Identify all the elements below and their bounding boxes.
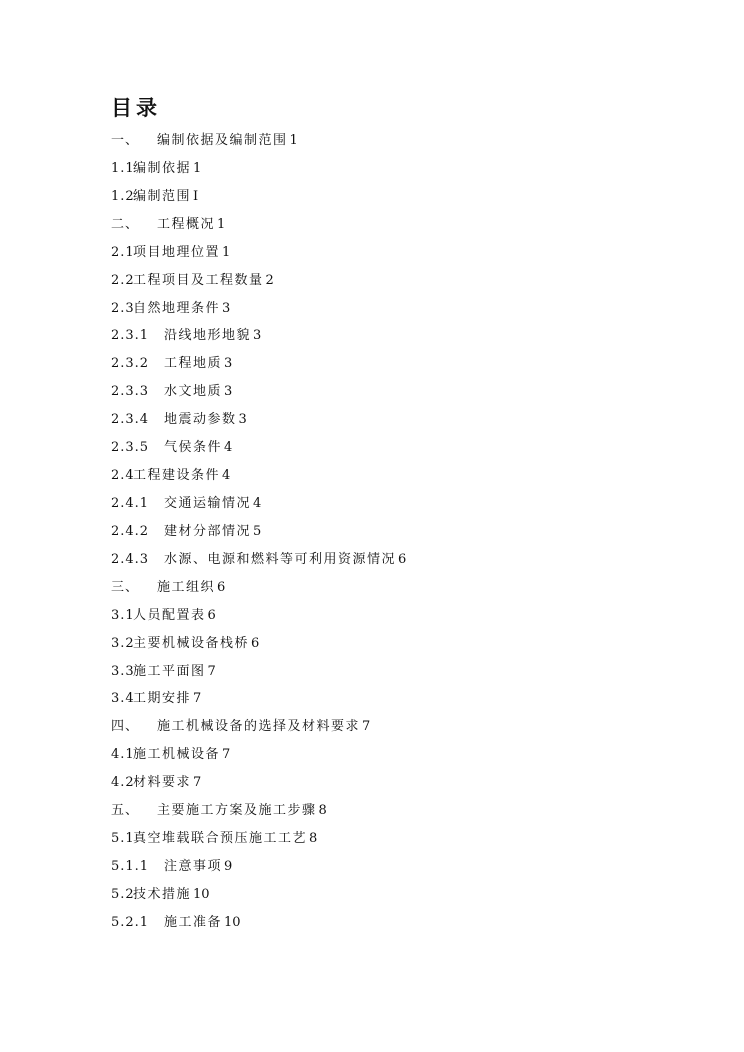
toc-entry-title: 工程项目及工程数量 [133,272,264,288]
toc-entry-number: 3.3 [111,663,135,679]
toc-entry[interactable] [111,185,406,213]
toc-entry-number: 2.3.2 [111,356,150,372]
toc-entry-number: 2.1 [111,244,135,260]
toc-entry[interactable] [111,660,406,688]
toc-entry-title: 人员配置表 [133,607,206,623]
toc-entry-number: 2.3.3 [111,384,150,400]
toc-entry-page: 8 [309,831,318,847]
toc-entry-title: 施工平面图 [133,663,206,679]
toc-entry-number: 三、 [111,579,140,595]
toc-entry[interactable] [111,464,406,492]
toc-entry-title: 沿线地形地貌 [164,328,252,344]
toc-entry-title: 地震动参数 [164,412,237,428]
toc-entry-title: 注意事项 [164,858,223,874]
toc-entry-title: 工期安排 [133,691,192,707]
toc-entry-title: 工程概况 [157,216,216,232]
toc-entry-number: 5.1.1 [111,858,150,874]
toc-entry-number: 2.4.2 [111,523,150,539]
toc-entry-title: 项目地理位置 [133,244,221,260]
toc-entry-page: 7 [207,663,216,679]
toc-entry-number: 四、 [111,719,140,735]
toc-entry[interactable] [111,687,406,715]
toc-entry-page: 5 [253,523,262,539]
toc-entry-page: 3 [224,356,233,372]
toc-entry-number: 2.2 [111,272,135,288]
toc-entry-title: 施工准备 [164,914,223,930]
toc-entry-page: 6 [398,551,407,567]
toc-entry-title: 工程地质 [164,356,223,372]
toc-entry-number: 一、 [111,133,140,148]
toc-entry[interactable] [111,324,406,352]
toc-entry-number: 1.1 [111,160,135,176]
toc-entry-page: 7 [222,747,231,763]
toc-entry-title: 编制依据 [133,160,192,176]
toc-entry-page: 2 [265,272,274,288]
toc-entry-title: 编制依据及编制范围 [157,133,288,148]
toc-entry[interactable] [111,269,406,297]
toc-entry-number: 1.2 [111,188,135,204]
toc-entry-title: 编制范围 [133,188,192,204]
toc-entry-page: 7 [193,775,202,791]
toc-entry[interactable] [111,436,406,464]
toc-entry-page: 4 [224,440,233,456]
toc-entry-page: 3 [253,328,262,344]
toc-entry-page: 6 [251,635,260,651]
toc-entry-title: 主要施工方案及施工步骤 [157,803,317,819]
toc-entry-title: 工程建设条件 [133,468,221,484]
toc-entry[interactable] [111,241,406,269]
toc-list [111,129,406,939]
toc-entry-number: 5.2 [111,886,135,902]
toc-entry-page: I [193,188,199,204]
toc-entry-title: 施工组织 [157,579,216,595]
toc-entry[interactable] [111,380,406,408]
toc-entry-title: 自然地理条件 [133,300,221,316]
toc-entry-number: 2.4 [111,468,135,484]
toc-entry-page: 1 [222,244,231,260]
toc-entry-number: 3.2 [111,635,135,651]
toc-entry-page: 3 [224,384,233,400]
toc-entry-number: 2.4.1 [111,495,150,511]
toc-entry-number: 3.4 [111,691,135,707]
toc-entry[interactable] [111,715,406,743]
toc-entry-title: 主要机械设备栈桥 [133,635,250,651]
toc-entry-title: 施工机械设备的选择及材料要求 [157,719,361,735]
toc-entry[interactable] [111,576,406,604]
toc-entry-number: 5.2.1 [111,914,150,930]
toc-entry-number: 二、 [111,216,140,232]
toc-entry-number: 4.2 [111,775,135,791]
toc-entry-title: 材料要求 [133,775,192,791]
toc-entry-title: 气侯条件 [164,440,223,456]
toc-entry[interactable] [111,743,406,771]
toc-entry-page: 9 [224,858,233,874]
toc-entry-number: 2.4.3 [111,551,150,567]
toc-entry-page: 7 [193,691,202,707]
toc-entry-number: 2.3 [111,300,135,316]
toc-entry[interactable] [111,548,406,576]
toc-entry-page: 1 [193,160,202,176]
toc-entry-number: 2.3.4 [111,412,150,428]
toc-entry-page: 1 [289,133,298,148]
toc-entry-title: 交通运输情况 [164,495,252,511]
toc-entry[interactable] [111,799,406,827]
toc-entry[interactable] [111,855,406,883]
toc-entry-number: 2.3.5 [111,440,150,456]
toc-entry[interactable] [111,827,406,855]
toc-entry[interactable] [111,771,406,799]
toc-entry[interactable] [111,213,406,241]
toc-entry-page: 3 [222,300,231,316]
toc-entry-page: 6 [217,579,226,595]
toc-entry-number: 3.1 [111,607,135,623]
toc-entry-title: 施工机械设备 [133,747,221,763]
toc-entry-number: 五、 [111,803,140,819]
toc-entry[interactable] [111,604,406,632]
toc-entry[interactable] [111,352,406,380]
toc-entry-number: 2.3.1 [111,328,150,344]
toc-entry-title: 水源、电源和燃料等可利用资源情况 [164,551,397,567]
toc-entry[interactable] [111,408,406,436]
toc-entry-page: 8 [318,803,327,819]
toc-entry-page: 6 [207,607,216,623]
toc-entry-page: 4 [253,495,262,511]
toc-entry-page: 3 [238,412,247,428]
toc-entry[interactable] [111,632,406,660]
toc-entry[interactable] [111,157,406,185]
toc-entry-page: 10 [193,886,210,902]
toc-entry-title: 真空堆载联合预压施工工艺 [133,831,308,847]
toc-entry-number: 5.1 [111,831,135,847]
toc-entry[interactable] [111,883,406,911]
toc-entry-title: 建材分部情况 [164,523,252,539]
toc-entry-page: 10 [224,914,241,930]
toc-entry-page: 1 [217,216,226,232]
toc-entry[interactable] [111,520,406,548]
toc-entry-page: 4 [222,468,231,484]
toc-entry-title: 技术措施 [133,886,192,902]
toc-entry[interactable] [111,297,406,325]
toc-title: 目录 [111,96,161,120]
toc-entry[interactable] [111,492,406,520]
toc-entry[interactable] [111,911,406,939]
toc-entry-title: 水文地质 [164,384,223,400]
toc-entry-page: 7 [362,719,371,735]
toc-entry[interactable] [111,129,406,157]
toc-entry-number: 4.1 [111,747,135,763]
